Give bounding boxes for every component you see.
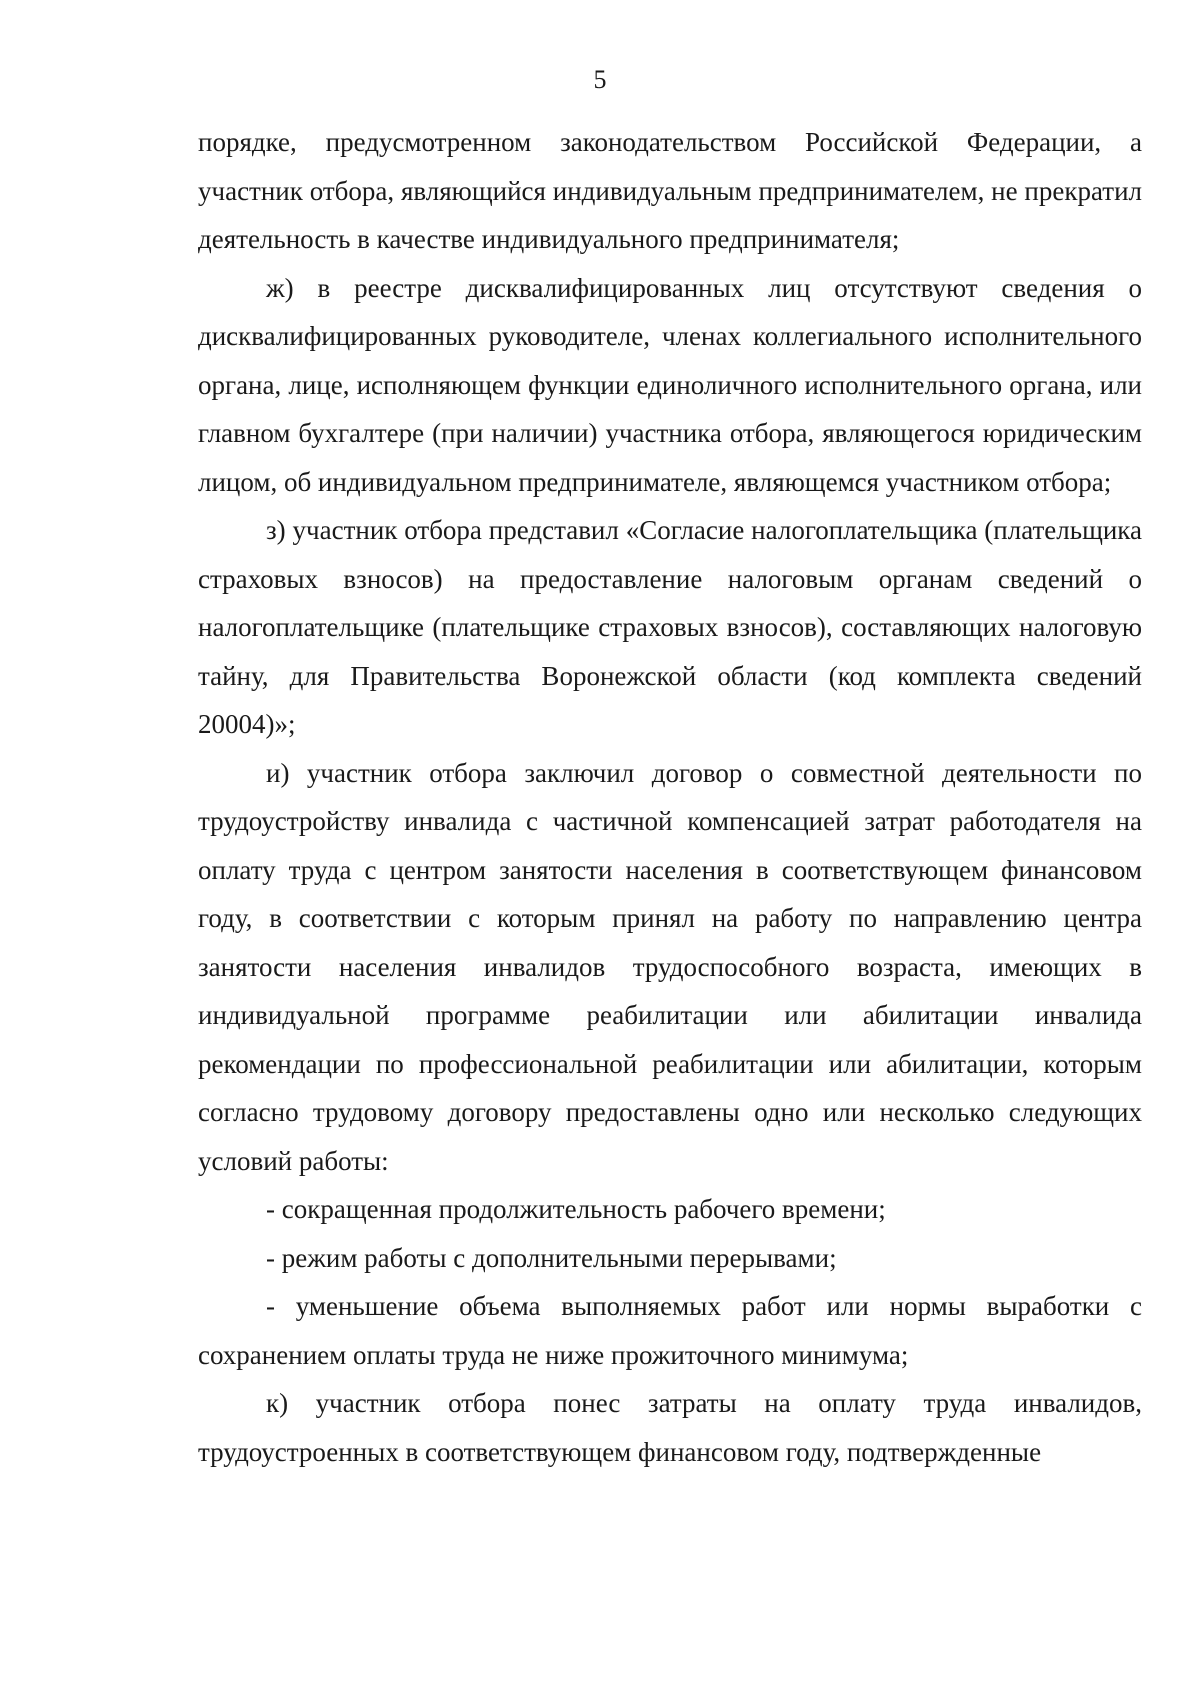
list-item-reduced-hours: - сокращенная продолжительность рабочего времени; [266,1194,886,1224]
paragraph-item-zh: ж) в реестре дисквалифицированных лиц отсутствуют сведения о дисквалифицированных руководителе, членах коллегиального исполнительного органа, лице, исполняющем функции единоличного исполнительного органа, или главном бухгалтере (при наличии) участника отбора, являющегося юридическим лицом, об индивидуальном предпринимателе, являющемся участником отбора; [198,272,1142,497]
paragraph-item-i: и) участник отбора заключил договор о совместной деятельности по трудоустройству инвалида с частичной компенсацией затрат работодателя на оплату труда с центром занятости населения в соответствующем финансовом году, в соответствии с которым принял на работу по направлению центра занятости населения инвалидов трудоспособного возраста, имеющих в индивидуальной программе реабилитации или абилитации инвалида рекомендации по профессиональной реабилитации или абилитации, которым согласно трудовому договору предоставлены одно или несколько следующих условий работы: [198,757,1142,1176]
paragraph-item-k: к) участник отбора понес затраты на оплату труда инвалидов, трудоустроенных в соответствующем финансовом году, подтвержденные [198,1388,1142,1467]
list-item-extra-breaks: - режим работы с дополнительными перерывами; [266,1242,837,1273]
page-number: 5 [593,65,607,94]
paragraph-item-z: з) участник отбора представил «Согласие налогоплательщика (плательщика страховых взносов) на предоставление налоговым органам сведений о налогоплательщике (плательщике страховых взносов), составляющих налоговую тайну, для Правительства Воронежской области (код комплекта сведений 20004)»; [198,515,1142,739]
document-body [198,118,1142,1476]
paragraph-continuation: порядке, предусмотренном законодательством Российской Федерации, а участник отбора, являющийся индивидуальным предпринимателем, не прекратил деятельность в качестве индивидуального предпринимателя; [198,127,1142,254]
list-item-reduced-workload: - уменьшение объема выполняемых работ или нормы выработки с сохранением оплаты труда не ниже прожиточного минимума; [198,1291,1142,1370]
